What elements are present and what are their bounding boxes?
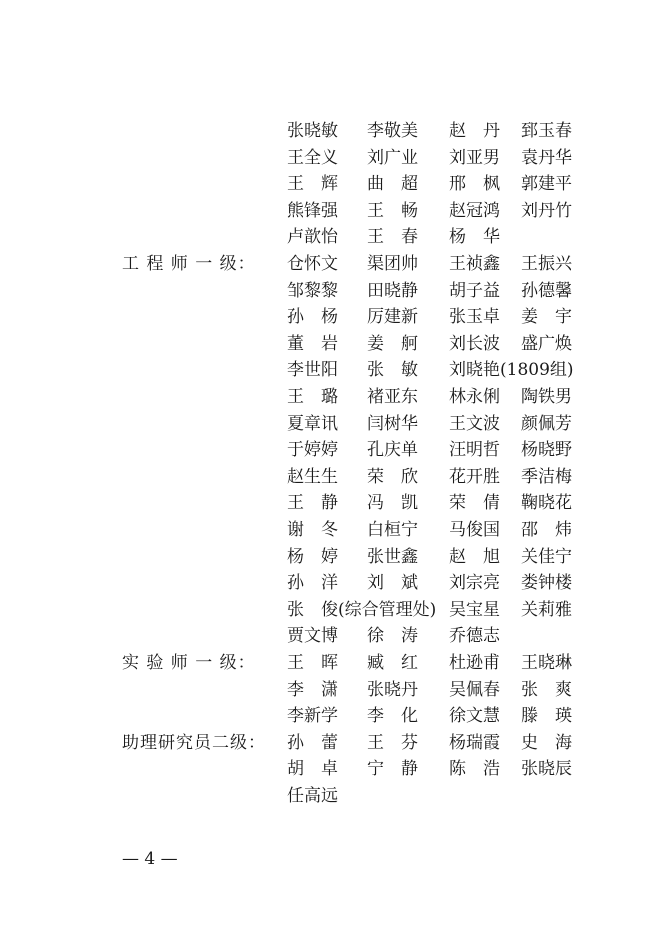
person-name: 李 潇 bbox=[287, 679, 338, 700]
person-name: 孙德馨 bbox=[521, 280, 572, 301]
person-name: 袁丹华 bbox=[521, 147, 572, 168]
person-name: 汪明哲 bbox=[449, 440, 500, 461]
person-name: 刘晓艳(1809组) bbox=[449, 360, 574, 381]
name-row bbox=[0, 756, 672, 782]
person-name: 赵生生 bbox=[287, 466, 338, 487]
name-row bbox=[0, 490, 672, 516]
person-name: 杨 华 bbox=[449, 227, 500, 248]
name-row bbox=[0, 597, 672, 623]
person-name: 张世鑫 bbox=[367, 546, 418, 567]
name-row bbox=[0, 384, 672, 410]
name-row bbox=[0, 251, 672, 277]
person-name: 熊锋强 bbox=[287, 200, 338, 221]
category-label: 助理研究员二级： bbox=[122, 732, 266, 753]
person-name: 渠团帅 bbox=[367, 254, 418, 274]
person-name: 杨 婷 bbox=[287, 546, 338, 567]
person-name: 张晓辰 bbox=[521, 759, 572, 780]
person-name: 李 化 bbox=[367, 706, 418, 727]
person-name: 刘宗亮 bbox=[449, 573, 500, 594]
name-row bbox=[0, 278, 672, 304]
name-row bbox=[0, 464, 672, 490]
person-name: 厉建新 bbox=[367, 307, 418, 328]
name-row bbox=[0, 650, 672, 676]
name-row bbox=[0, 517, 672, 543]
person-name: 盛广焕 bbox=[521, 333, 572, 354]
person-name: 王 晖 bbox=[287, 653, 338, 673]
person-name: 张 俊(综合管理处) bbox=[287, 599, 437, 620]
person-name: 李新学 bbox=[287, 706, 338, 727]
person-name: 孙 洋 bbox=[287, 573, 338, 594]
person-name: 卢歆怡 bbox=[287, 227, 338, 248]
person-name: 王晓琳 bbox=[521, 653, 572, 673]
name-row bbox=[0, 570, 672, 596]
person-name: 王 静 bbox=[287, 493, 338, 514]
person-name: 刘丹竹 bbox=[521, 200, 572, 221]
person-name: 仓怀文 bbox=[287, 254, 338, 274]
name-row bbox=[0, 703, 672, 729]
person-name: 胡子益 bbox=[449, 280, 500, 301]
person-name: 曲 超 bbox=[367, 174, 418, 195]
person-name: 颜佩芳 bbox=[521, 413, 572, 434]
person-name: 孙 蕾 bbox=[287, 732, 338, 753]
person-name: 荣 倩 bbox=[449, 493, 500, 514]
person-name: 关佳宁 bbox=[521, 546, 572, 567]
person-name: 季洁梅 bbox=[521, 466, 572, 487]
person-name: 白桓宁 bbox=[367, 520, 418, 540]
person-name: 徐 涛 bbox=[367, 626, 418, 647]
person-name: 褚亚东 bbox=[367, 387, 418, 407]
person-name: 邢 枫 bbox=[449, 174, 500, 195]
name-row bbox=[0, 677, 672, 703]
person-name: 臧 红 bbox=[367, 653, 418, 673]
person-name: 陈 浩 bbox=[449, 759, 500, 780]
person-name: 娄钟楼 bbox=[521, 573, 572, 594]
person-name: 宁 静 bbox=[367, 759, 418, 780]
person-name: 张玉卓 bbox=[449, 307, 500, 328]
person-name: 吴宝星 bbox=[449, 599, 500, 620]
person-name: 董 岩 bbox=[287, 333, 338, 354]
person-name: 乔德志 bbox=[449, 626, 500, 647]
person-name: 王 芬 bbox=[367, 732, 418, 753]
person-name: 闫树华 bbox=[367, 413, 418, 434]
person-name: 史 海 bbox=[521, 732, 572, 753]
person-name: 邵 炜 bbox=[521, 520, 572, 540]
name-row bbox=[0, 224, 672, 250]
person-name: 王 璐 bbox=[287, 387, 338, 407]
name-row bbox=[0, 544, 672, 570]
name-row bbox=[0, 331, 672, 357]
person-name: 徐文慧 bbox=[449, 706, 500, 727]
person-name: 夏章讯 bbox=[287, 413, 338, 434]
person-name: 于婷婷 bbox=[287, 440, 338, 461]
person-name: 荣 欣 bbox=[367, 466, 418, 487]
person-name: 张晓敏 bbox=[287, 121, 338, 141]
person-name: 姜 舸 bbox=[367, 333, 418, 354]
category-label: 工 程 师 一 级： bbox=[122, 254, 256, 274]
person-name: 张 爽 bbox=[521, 679, 572, 700]
person-name: 王全义 bbox=[287, 147, 338, 168]
person-name: 姜 宇 bbox=[521, 307, 572, 328]
person-name: 冯 凯 bbox=[367, 493, 418, 514]
person-name: 王 辉 bbox=[287, 174, 338, 195]
person-name: 滕 瑛 bbox=[521, 706, 572, 727]
person-name: 王文波 bbox=[449, 413, 500, 434]
person-name: 贾文博 bbox=[287, 626, 338, 647]
person-name: 刘长波 bbox=[449, 333, 500, 354]
person-name: 杜逊甫 bbox=[449, 653, 500, 673]
person-name: 赵冠鸿 bbox=[449, 200, 500, 221]
name-row bbox=[0, 783, 672, 809]
person-name: 鞠晓花 bbox=[521, 493, 572, 514]
name-row bbox=[0, 304, 672, 330]
person-name: 张晓丹 bbox=[367, 679, 418, 700]
person-name: 王祯鑫 bbox=[449, 254, 500, 274]
name-row bbox=[0, 198, 672, 224]
person-name: 李世阳 bbox=[287, 360, 338, 381]
name-row bbox=[0, 730, 672, 756]
person-name: 任高远 bbox=[287, 786, 338, 806]
person-name: 邹黎黎 bbox=[287, 280, 338, 301]
name-row bbox=[0, 623, 672, 649]
name-row bbox=[0, 437, 672, 463]
name-row bbox=[0, 145, 672, 171]
name-row bbox=[0, 171, 672, 197]
person-name: 孙 杨 bbox=[287, 307, 338, 328]
person-name: 吴佩春 bbox=[449, 679, 500, 700]
person-name: 王 春 bbox=[367, 227, 418, 248]
person-name: 王振兴 bbox=[521, 254, 572, 274]
person-name: 李敬美 bbox=[367, 121, 418, 141]
name-row bbox=[0, 357, 672, 383]
person-name: 刘广业 bbox=[367, 147, 418, 168]
category-label: 实 验 师 一 级： bbox=[122, 653, 256, 673]
person-name: 田晓静 bbox=[367, 280, 418, 301]
person-name: 杨晓野 bbox=[521, 440, 572, 461]
person-name: 马俊国 bbox=[449, 520, 500, 540]
person-name: 胡 卓 bbox=[287, 759, 338, 780]
person-name: 关莉雅 bbox=[521, 599, 572, 620]
page-number: — 4 — bbox=[122, 849, 178, 869]
person-name: 花开胜 bbox=[449, 466, 500, 487]
person-name: 赵 丹 bbox=[449, 121, 500, 141]
person-name: 刘 斌 bbox=[367, 573, 418, 594]
person-name: 谢 冬 bbox=[287, 520, 338, 540]
person-name: 赵 旭 bbox=[449, 546, 500, 567]
name-row bbox=[0, 118, 672, 144]
person-name: 孔庆单 bbox=[367, 440, 418, 461]
person-name: 刘亚男 bbox=[449, 147, 500, 168]
person-name: 杨瑞霞 bbox=[449, 732, 500, 753]
person-name: 张 敏 bbox=[367, 360, 418, 381]
person-name: 王 畅 bbox=[367, 200, 418, 221]
person-name: 陶铁男 bbox=[521, 387, 572, 407]
person-name: 郅玉春 bbox=[521, 121, 572, 141]
person-name: 林永俐 bbox=[449, 387, 500, 407]
person-name: 郭建平 bbox=[521, 174, 572, 195]
name-row bbox=[0, 411, 672, 437]
